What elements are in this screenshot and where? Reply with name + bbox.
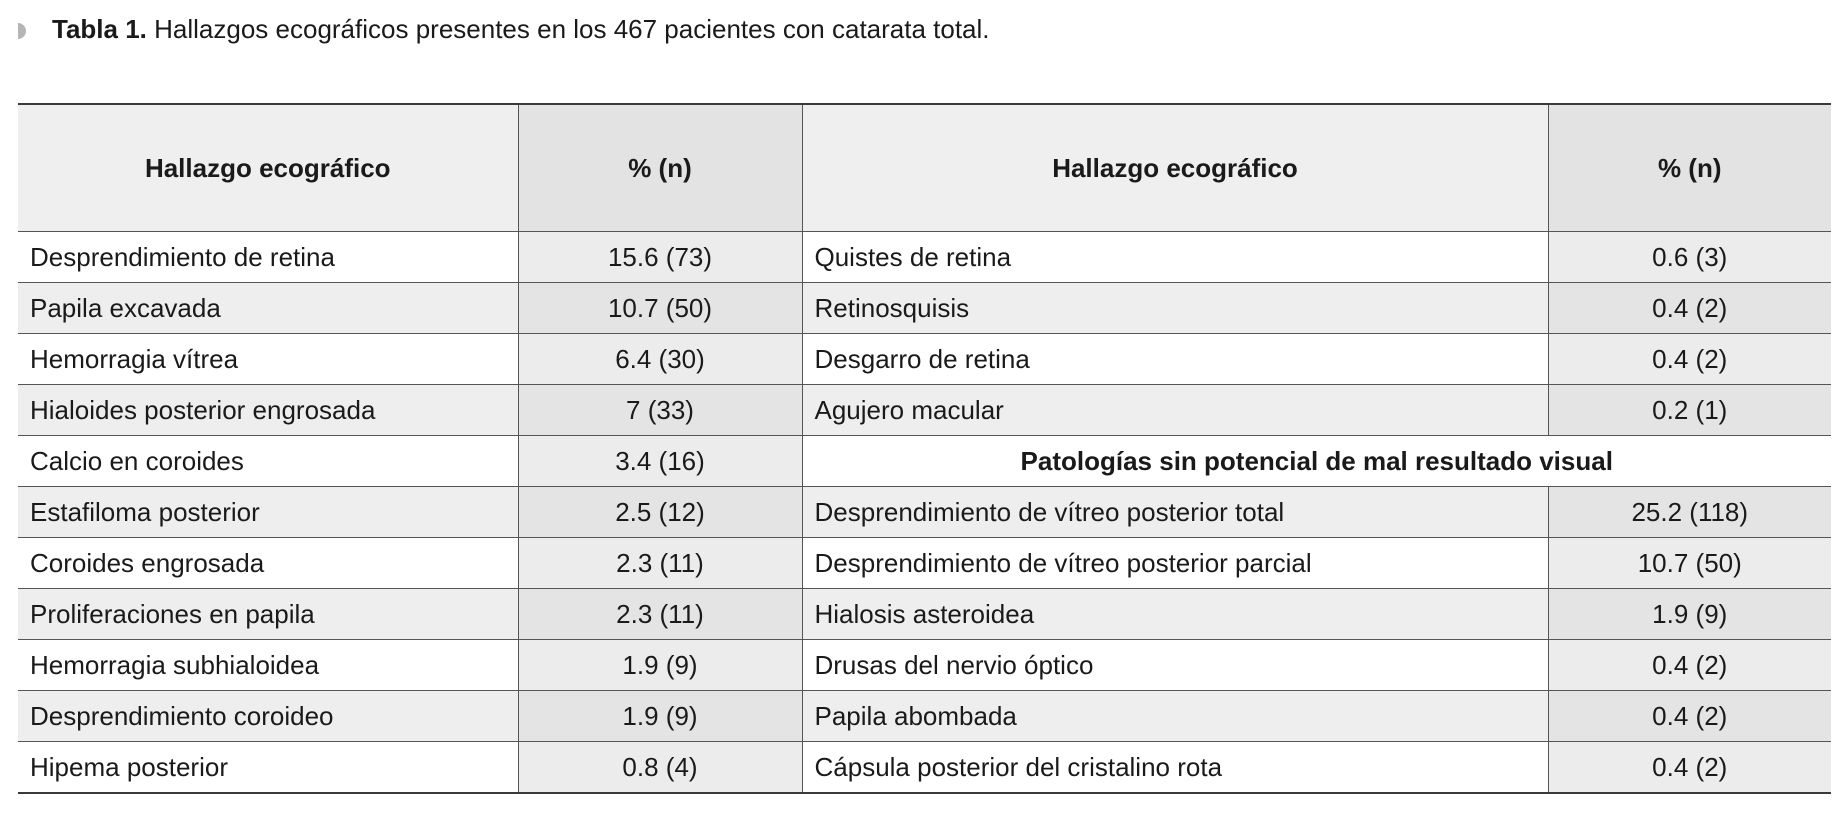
right-value-cell: 1.9 (9) <box>1548 589 1831 640</box>
table-row <box>18 436 1831 487</box>
left-finding-cell: Hipema posterior <box>18 742 518 794</box>
right-value-cell: 0.6 (3) <box>1548 232 1831 283</box>
left-value-cell: 3.4 (16) <box>518 436 802 487</box>
right-value-cell: 0.2 (1) <box>1548 385 1831 436</box>
left-finding-cell: Hialoides posterior engrosada <box>18 385 518 436</box>
left-finding-cell: Hemorragia vítrea <box>18 334 518 385</box>
right-value-cell: 0.4 (2) <box>1548 742 1831 794</box>
left-finding-cell: Calcio en coroides <box>18 436 518 487</box>
right-finding-cell: Retinosquisis <box>802 283 1548 334</box>
left-value-cell: 15.6 (73) <box>518 232 802 283</box>
table-row <box>18 742 1831 794</box>
left-value-cell: 2.3 (11) <box>518 589 802 640</box>
left-finding-cell: Desprendimiento coroideo <box>18 691 518 742</box>
header-left-finding: Hallazgo ecográfico <box>18 104 518 232</box>
table-row <box>18 283 1831 334</box>
findings-table <box>18 103 1831 794</box>
left-finding-cell: Coroides engrosada <box>18 538 518 589</box>
right-finding-cell: Agujero macular <box>802 385 1548 436</box>
left-value-cell: 2.5 (12) <box>518 487 802 538</box>
left-finding-cell: Papila excavada <box>18 283 518 334</box>
right-finding-cell: Quistes de retina <box>802 232 1548 283</box>
table-row <box>18 487 1831 538</box>
right-finding-cell: Desgarro de retina <box>802 334 1548 385</box>
table-row <box>18 589 1831 640</box>
right-value-cell: 25.2 (118) <box>1548 487 1831 538</box>
left-value-cell: 6.4 (30) <box>518 334 802 385</box>
right-value-cell: 10.7 (50) <box>1548 538 1831 589</box>
right-finding-cell: Hialosis asteroidea <box>802 589 1548 640</box>
caption-text: Hallazgos ecográficos presentes en los 467 pacientes con catarata total. <box>154 14 990 44</box>
table-row <box>18 232 1831 283</box>
table-row <box>18 538 1831 589</box>
caption-label: Tabla 1. <box>52 14 147 44</box>
table-row <box>18 334 1831 385</box>
right-value-cell: 0.4 (2) <box>1548 334 1831 385</box>
left-value-cell: 10.7 (50) <box>518 283 802 334</box>
right-finding-cell: Drusas del nervio óptico <box>802 640 1548 691</box>
right-finding-cell: Papila abombada <box>802 691 1548 742</box>
left-finding-cell: Hemorragia subhialoidea <box>18 640 518 691</box>
header-right-percent: % (n) <box>1548 104 1831 232</box>
left-value-cell: 2.3 (11) <box>518 538 802 589</box>
right-finding-cell: Desprendimiento de vítreo posterior total <box>802 487 1548 538</box>
right-value-cell: 0.4 (2) <box>1548 691 1831 742</box>
table-row <box>18 691 1831 742</box>
left-finding-cell: Desprendimiento de retina <box>18 232 518 283</box>
left-value-cell: 0.8 (4) <box>518 742 802 794</box>
right-value-cell: 0.4 (2) <box>1548 283 1831 334</box>
table-header-row <box>18 104 1831 232</box>
section-subheader: Patologías sin potencial de mal resultado visual <box>802 436 1831 487</box>
right-finding-cell: Desprendimiento de vítreo posterior parcial <box>802 538 1548 589</box>
header-left-percent: % (n) <box>518 104 802 232</box>
left-value-cell: 1.9 (9) <box>518 691 802 742</box>
left-finding-cell: Proliferaciones en papila <box>18 589 518 640</box>
right-finding-cell: Cápsula posterior del cristalino rota <box>802 742 1548 794</box>
table-row <box>18 385 1831 436</box>
header-right-finding: Hallazgo ecográfico <box>802 104 1548 232</box>
right-value-cell: 0.4 (2) <box>1548 640 1831 691</box>
table-row <box>18 640 1831 691</box>
left-value-cell: 1.9 (9) <box>518 640 802 691</box>
left-value-cell: 7 (33) <box>518 385 802 436</box>
caption-bullet-icon <box>18 23 26 39</box>
left-finding-cell: Estafiloma posterior <box>18 487 518 538</box>
table-caption <box>18 12 990 46</box>
